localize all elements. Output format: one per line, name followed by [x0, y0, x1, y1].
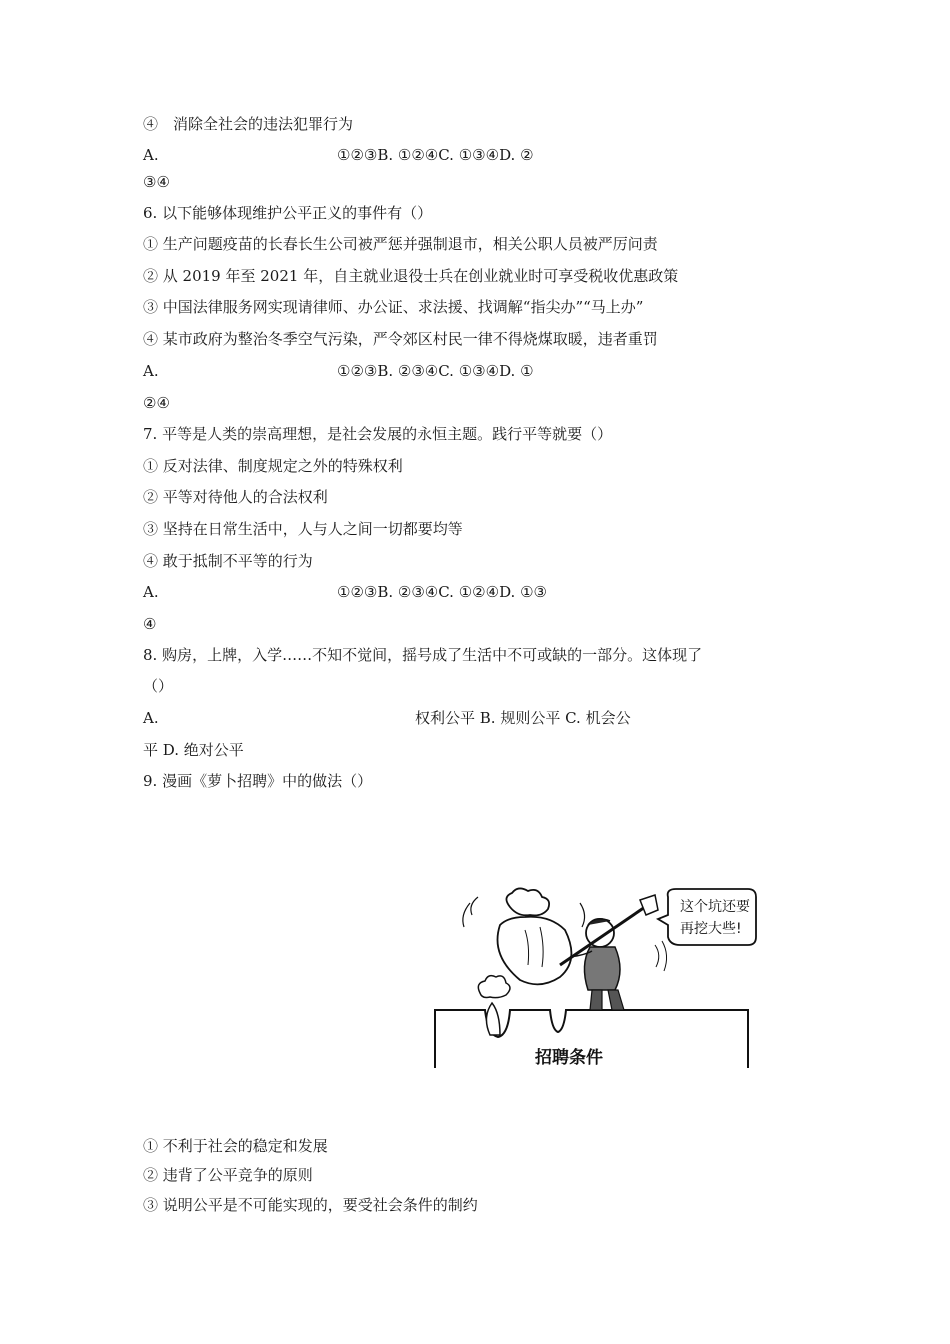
q5-option-a-label: A.: [143, 146, 159, 164]
big-radish: [463, 888, 585, 984]
q9-item-3: ③ 说明公平是不可能实现的，要受社会条件的制约: [143, 1196, 478, 1214]
q7-options: ①②③B. ②③④C. ①②④D. ①③: [337, 583, 547, 601]
radish-recruitment-comic: [430, 885, 760, 1075]
q8-option-a-label: A.: [143, 709, 159, 727]
q8-stem: 8. 购房，上牌，入学……不知不觉间，摇号成了生活中不可或缺的一部分。这体现了: [143, 646, 703, 664]
comic-speech-line-1: 这个坑还要: [680, 899, 750, 915]
comic-speech-line-2: 再挖大些!: [680, 921, 742, 937]
q5-options: ①②③B. ①②④C. ①③④D. ②: [337, 146, 534, 164]
q8-options: 权利公平 B. 规则公平 C. 机会公: [415, 709, 631, 727]
q9-item-1: ① 不利于社会的稳定和发展: [143, 1137, 328, 1155]
comic-sign-text: 招聘条件: [535, 1048, 603, 1068]
q7-item-3: ③ 坚持在日常生活中，人与人之间一切都要均等: [143, 520, 463, 538]
q6-options: ①②③B. ②③④C. ①③④D. ①: [337, 362, 534, 380]
q8-options-wrap: 平 D. 绝对公平: [143, 741, 244, 759]
q7-item-1: ① 反对法律、制度规定之外的特殊权利: [143, 457, 403, 475]
q7-item-4: ④ 敢于抵制不平等的行为: [143, 552, 313, 570]
q6-item-3: ③ 中国法律服务网实现请律师、办公证、求法援、找调解“指尖办”“马上办”: [143, 298, 644, 316]
q7-option-a-label: A.: [143, 583, 159, 601]
q5-options-wrap: ③④: [143, 173, 170, 191]
q8-stem-wrap: （）: [143, 677, 174, 695]
q7-item-2: ② 平等对待他人的合法权利: [143, 488, 328, 506]
q5-item-4: ④ 消除全社会的违法犯罪行为: [143, 115, 354, 133]
q6-options-wrap: ②④: [143, 394, 170, 412]
q6-item-2: ② 从 2019 年至 2021 年，自主就业退役士兵在创业就业时可享受税收优惠政策: [143, 267, 679, 285]
q7-options-wrap: ④: [143, 615, 157, 633]
q6-item-4: ④ 某市政府为整治冬季空气污染，严令郊区村民一律不得烧煤取暖，违者重罚: [143, 330, 658, 348]
q6-stem: 6. 以下能够体现维护公平正义的事件有（）: [143, 204, 433, 222]
q6-item-1: ① 生产问题疫苗的长春长生公司被严惩并强制退市，相关公职人员被严厉问责: [143, 235, 658, 253]
q9-stem: 9. 漫画《萝卜招聘》中的做法（）: [143, 772, 373, 790]
man-figure: [560, 895, 667, 1010]
q9-item-2: ② 违背了公平竞争的原则: [143, 1166, 313, 1184]
q6-option-a-label: A.: [143, 362, 159, 380]
q7-stem: 7. 平等是人类的崇高理想，是社会发展的永恒主题。践行平等就要（）: [143, 425, 613, 443]
small-radish: [478, 976, 510, 1035]
